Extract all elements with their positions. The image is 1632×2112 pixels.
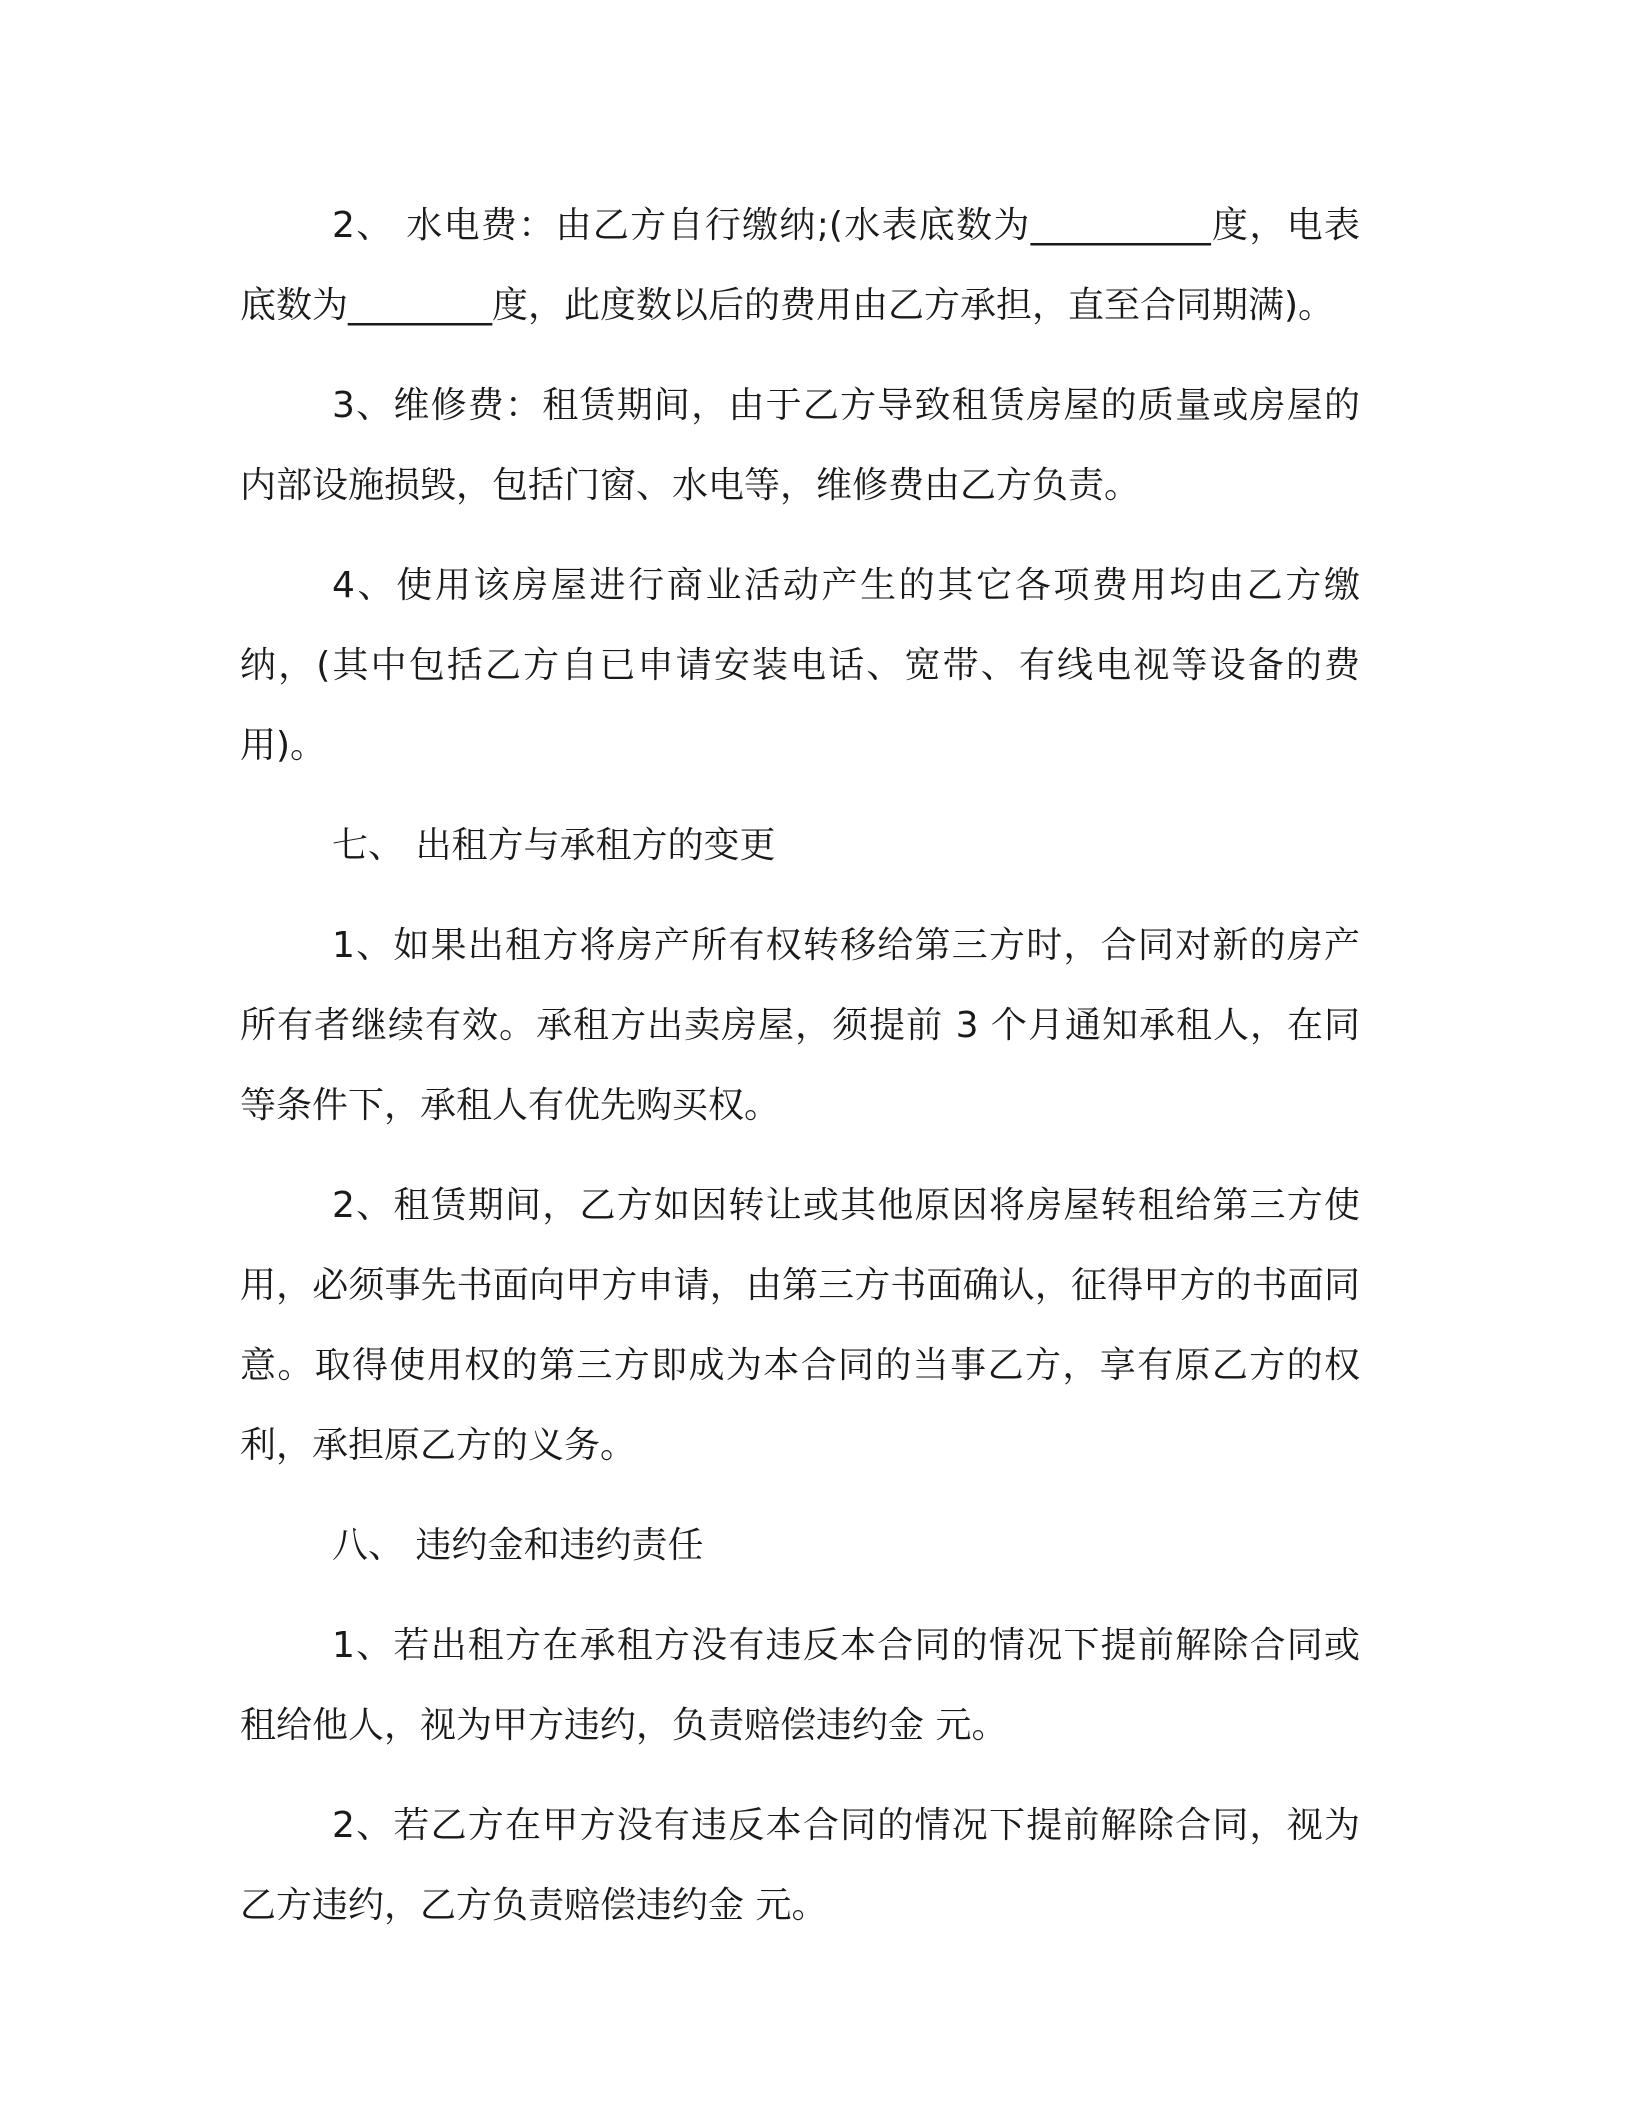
section-heading-7 [240,806,1360,886]
document-page [240,186,1360,1966]
text-line: 1、如果出租方将房产所有权转移给第三方时，合同对新的房产 [332,925,1360,966]
text-line: 底数为________度，此度数以后的费用由乙方承担，直至合同期满)。 [240,285,1335,326]
text-line: 2、若乙方在甲方没有违反本合同的情况下提前解除合同，视为 [332,1805,1360,1846]
text-line: 3、维修费：租赁期间，由于乙方导致租赁房屋的质量或房屋的 [332,385,1360,426]
text-line: 用，必须事先书面向甲方申请，由第三方书面确认，征得甲方的书面 [240,1265,1324,1306]
text-line: 所有者继续有效。承租方出卖房屋，须提前 3 个月通知承租人，在同 [240,1005,1360,1046]
clause-ownership-transfer [240,906,1360,1146]
clause-lessee-breach [240,1786,1360,1946]
clause-other-fees [240,546,1360,786]
text-line: 4、使用该房屋进行商业活动产生的其它各项费用均由乙方缴纳， [240,565,1360,686]
text-line: 内部设施损毁，包括门窗、水电等，维修费由乙方负责。 [240,465,1141,506]
text-line: 等条件下，承租人有优先购买权。 [240,1085,781,1126]
clause-lessor-breach [240,1606,1360,1766]
clause-sublease [240,1166,1360,1486]
text-line: 同意。取得使用权的第三方即成为本合同的当事乙方，享有原乙方的 [240,1265,1360,1386]
text-line: 1、若出租方在承租方没有违反本合同的情况下提前解除合同或 [332,1625,1360,1666]
heading-text: 八、 违约金和违约责任 [332,1525,704,1566]
clause-water-electricity [240,186,1360,346]
text-line: 2、 水电费：由乙方自行缴纳;(水表底数为__________度，电表 [332,205,1360,246]
text-line: 权利，承担原乙方的义务。 [240,1345,1360,1466]
text-line: (其中包括乙方自已申请安装电话、宽带、有线电视等设备的费用)。 [240,645,1360,766]
section-heading-8 [240,1506,1360,1586]
heading-text: 七、 出租方与承租方的变更 [332,825,776,866]
text-line: 2、租赁期间，乙方如因转让或其他原因将房屋转租给第三方使 [332,1185,1360,1226]
clause-maintenance [240,366,1360,526]
text-line: 乙方违约，乙方负责赔偿违约金 元。 [240,1885,828,1926]
text-line: 租给他人，视为甲方违约，负责赔偿违约金 元。 [240,1705,1008,1746]
